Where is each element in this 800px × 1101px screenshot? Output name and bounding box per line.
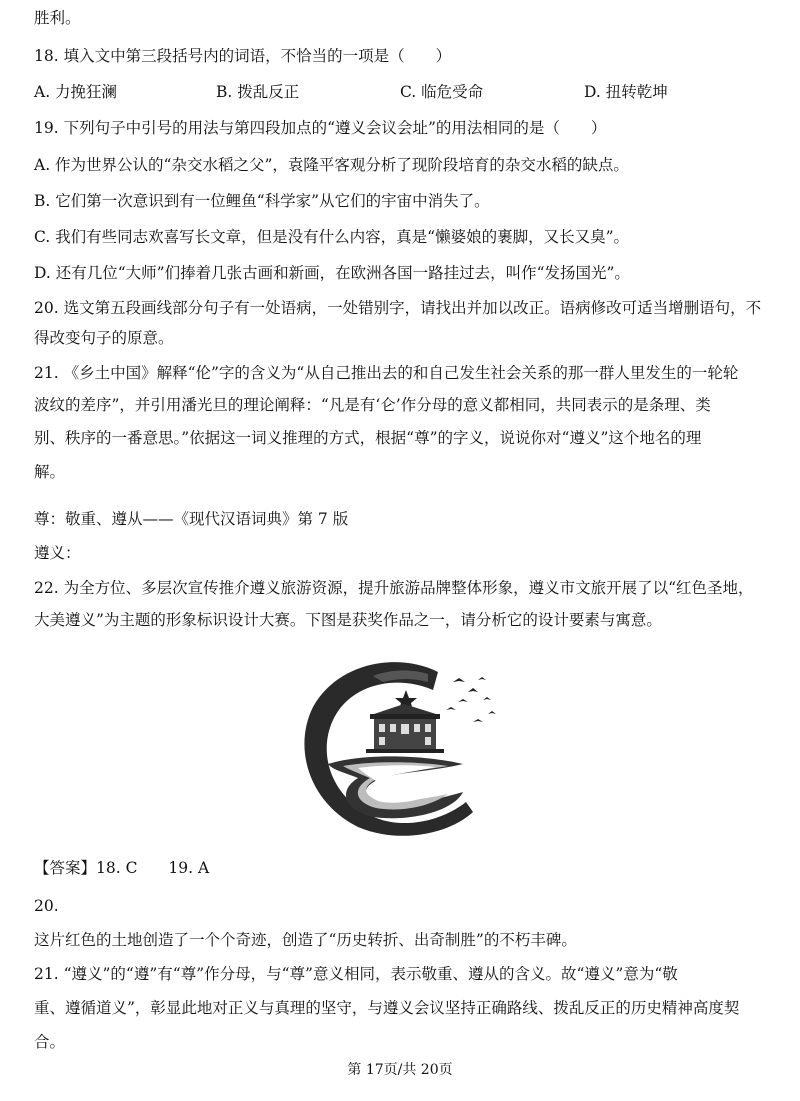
question-21-cont: 波纹的差序”，并引用潘光旦的理论阐释：“凡是有‘仑’作分母的意义都相同，共同表示的是条理、类 <box>34 396 711 414</box>
question-20: 20. 选文第五段画线部分句子有一处语病，一处错别字，请找出并加以改正。语病修改可适当增删语句，不 <box>34 299 762 317</box>
question-22-cont: 大美遵义”为主题的形象标识设计大赛。下图是获奖作品之一，请分析它的设计要素与寓意。 <box>34 611 662 629</box>
option-18-c: C. 临危受命 <box>400 83 484 101</box>
answer-21-cont: 重、遵循道义”，彰显此地对正义与真理的坚守，与遵义会议坚持正确路线、拨乱反正的历史精神高度契 <box>34 999 740 1017</box>
option-19-a: A. 作为世界公认的“杂交水稻之父”，袁隆平客观分析了现阶段培育的杂交水稻的缺点。 <box>34 156 629 174</box>
option-18-b: B. 拨乱反正 <box>216 83 300 101</box>
text-line: 胜利。 <box>34 9 81 27</box>
question-22: 22. 为全方位、多层次宣传推介遵义旅游资源，提升旅游品牌整体形象，遵义市文旅开展了以“红色圣地， <box>34 579 754 597</box>
answer-20: 这片红色的土地创造了一个个奇迹，创造了“历史转折、出奇制胜”的不朽丰碑。 <box>34 931 577 949</box>
option-18-a: A. 力挽狂澜 <box>34 83 118 101</box>
zunyi-logo-image <box>288 652 520 842</box>
answer-label: 遵义： <box>34 544 81 562</box>
question-18: 18. 填入文中第三段括号内的词语，不恰当的一项是（ ） <box>34 47 452 65</box>
question-20-cont: 得改变句子的原意。 <box>34 329 174 347</box>
answer-21: 21. “遵义”的“遵”有“尊”作分母，与“尊”意义相同，表示敬重、遵从的含义。故“遵义”意为“敬 <box>34 965 678 983</box>
option-18-d: D. 扭转乾坤 <box>584 83 668 101</box>
option-19-d: D. 还有几位“大师”们捧着几张古画和新画，在欧洲各国一路挂过去，叫作“发扬国光”。 <box>34 264 630 282</box>
dictionary-note: 尊：敬重、遵从——《现代汉语词典》第 7 版 <box>34 510 349 528</box>
option-19-c: C. 我们有些同志欢喜写长文章，但是没有什么内容，真是“懒婆娘的裹脚，又长又臭”。 <box>34 228 630 246</box>
answer-line: 【答案】18. C 19. A <box>34 859 210 877</box>
question-21: 21. 《乡土中国》解释“伦”字的含义为“从自己推出去的和自己发生社会关系的那一群人里发生的一轮轮 <box>34 364 739 382</box>
question-21-cont: 解。 <box>34 463 66 481</box>
page-number-footer: 第 17页/共 20页 <box>347 1062 453 1078</box>
option-19-b: B. 它们第一次意识到有一位鲤鱼“科学家”从它们的宇宙中消失了。 <box>34 192 490 210</box>
question-19: 19. 下列句子中引号的用法与第四段加点的“遵义会议会址”的用法相同的是（ ） <box>34 119 607 137</box>
question-21-cont: 别、秩序的一番意思。”依据这一词义推理的方式，根据“尊”的字义，说说你对“遵义”这个地名的理 <box>34 429 702 447</box>
answer-21-cont: 合。 <box>34 1033 66 1051</box>
answer-20-label: 20. <box>34 897 59 915</box>
